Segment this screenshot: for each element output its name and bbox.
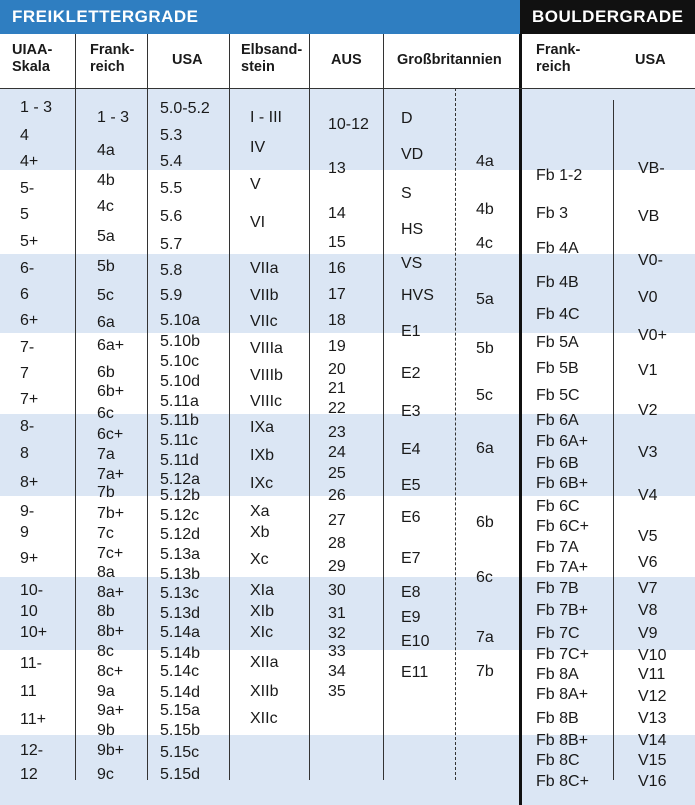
grade-cell-france: 6b+ [97,383,125,400]
grade-cell-france: 6c [97,405,114,422]
grade-cell-aus: 24 [328,444,346,461]
grade-cell-aus: 31 [328,605,346,622]
grade-cell-aus: 20 [328,361,346,378]
col-header-boulder-france: Frank- reich [536,42,581,75]
grade-cell-boulder-usa: V7 [638,580,658,597]
grade-cell-elbsandstein: VIIIa [250,340,283,357]
column-divider [147,34,148,780]
grade-cell-aus: 25 [328,465,346,482]
grade-cell-uiaa: 8- [20,418,35,435]
grade-cell-france: 7c [97,525,114,542]
boulder-column-divider [613,100,614,780]
grade-cell-france: 9a+ [97,702,125,719]
grade-cell-gb-adjectival: HS [401,221,424,238]
column-divider [309,34,310,780]
grade-cell-uiaa: 10+ [20,624,48,641]
grade-cell-elbsandstein: Xb [250,524,270,541]
grade-cell-aus: 19 [328,338,346,355]
grade-cell-elbsandstein: IV [250,139,266,156]
grade-cell-gb-adjectival: E4 [401,441,421,458]
grade-cell-gb-technical: 4a [476,153,494,170]
grade-cell-usa: 5.11b [160,412,199,429]
grade-cell-france: 1 - 3 [97,109,130,126]
grade-cell-boulder-usa: V15 [638,752,667,769]
grade-cell-boulder-france: Fb 5B [536,360,579,377]
grade-cell-aus: 27 [328,512,346,529]
grade-cell-gb-technical: 6b [476,514,494,531]
grade-cell-uiaa: 6 [20,286,29,303]
column-divider [75,34,76,780]
grade-cell-aus: 29 [328,558,346,575]
grade-cell-france: 4c [97,198,114,215]
grade-cell-usa: 5.13b [160,566,201,583]
grade-cell-france: 8b [97,603,115,620]
grade-cell-aus: 13 [328,160,346,177]
grade-cell-usa: 5.11d [160,452,199,469]
grade-cell-usa: 5.14c [160,663,200,680]
grade-cell-usa: 5.10a [160,312,201,329]
col-header-uiaa: UIAA- Skala [12,42,53,75]
grade-cell-uiaa: 5+ [20,233,39,250]
grade-cell-france: 6c+ [97,426,124,443]
col-header-elbsandstein: Elbsand- stein [241,42,303,75]
grade-cell-gb-adjectival: E5 [401,477,421,494]
grade-cell-gb-adjectival: VD [401,146,424,163]
grade-cell-elbsandstein: IXa [250,419,275,436]
grade-cell-usa: 5.10d [160,373,201,390]
grade-cell-usa: 5.12b [160,487,201,504]
grade-cell-gb-technical: 5a [476,291,494,308]
grade-cell-usa: 5.4 [160,153,183,170]
grade-cell-elbsandstein: XIIa [250,654,279,671]
grade-cell-france: 4a [97,142,115,159]
grade-cell-usa: 5.9 [160,287,183,304]
grade-cell-aus: 23 [328,424,346,441]
grade-cell-aus: 21 [328,380,346,397]
grade-cell-usa: 5.12d [160,526,201,543]
grade-cell-boulder-usa: V2 [638,402,658,419]
grade-cell-gb-technical: 4b [476,201,494,218]
grade-cell-usa: 5.14d [160,684,201,701]
grade-cell-elbsandstein: VIIc [250,313,278,330]
grade-cell-usa: 5.8 [160,262,183,279]
col-header-usa: USA [172,52,203,68]
grade-cell-aus: 15 [328,234,346,251]
grade-cell-uiaa: 11- [20,655,42,672]
grade-cell-usa: 5.3 [160,127,183,144]
grade-cell-gb-adjectival: S [401,185,412,202]
bouldering-header: BOULDERGRADE [520,0,695,34]
grade-cell-boulder-france: Fb 8C+ [536,773,589,790]
grade-cell-gb-technical: 6a [476,440,494,457]
grade-cell-france: 8a [97,564,115,581]
grade-cell-france: 5b [97,258,115,275]
grade-cell-france: 9b+ [97,742,125,759]
grade-cell-gb-adjectival: E3 [401,403,421,420]
grade-cell-france: 5a [97,228,115,245]
grade-cell-france: 5c [97,287,114,304]
grade-cell-uiaa: 5 [20,206,29,223]
grade-cell-boulder-france: Fb 6A+ [536,433,589,450]
column-divider [229,34,230,780]
grade-cell-uiaa: 9+ [20,550,39,567]
grade-cell-boulder-france: Fb 8B [536,710,579,727]
grade-cell-boulder-france: Fb 7C+ [536,646,589,663]
grade-cell-uiaa: 9 [20,524,29,541]
grade-cell-france: 9c [97,766,114,783]
header-underline [0,88,695,89]
grade-cell-elbsandstein: IXb [250,447,275,464]
grade-cell-boulder-usa: V3 [638,444,658,461]
grade-cell-usa: 5.12c [160,507,200,524]
grade-cell-boulder-usa: V11 [638,666,666,683]
grade-cell-uiaa: 12 [20,766,38,783]
grade-cell-gb-adjectival: E9 [401,609,421,626]
grade-cell-gb-technical: 7b [476,663,494,680]
grade-cell-boulder-usa: V8 [638,602,658,619]
section-divider [519,34,522,805]
grade-cell-boulder-france: Fb 6A [536,412,579,429]
grade-cell-usa: 5.6 [160,208,183,225]
grade-cell-gb-technical: 4c [476,235,493,252]
grade-cell-usa: 5.11c [160,432,198,449]
col-header-boulder-usa: USA [635,52,666,68]
grade-cell-usa: 5.12a [160,471,201,488]
col-header-france: Frank- reich [90,42,135,75]
grade-cell-france: 8c+ [97,663,124,680]
grade-cell-elbsandstein: XIc [250,624,274,641]
grade-cell-uiaa: 11 [20,683,37,700]
col-header-gb: Großbritannien [397,52,502,68]
grade-cell-usa: 5.14b [160,645,201,662]
grade-cell-boulder-france: Fb 4C [536,306,580,323]
grade-cell-uiaa: 7- [20,339,35,356]
grade-cell-boulder-usa: V0+ [638,327,667,344]
grade-cell-elbsandstein: VIIb [250,287,279,304]
grade-cell-aus: 28 [328,535,346,552]
grade-cell-france: 7a [97,446,115,463]
grade-cell-boulder-usa: V10 [638,647,667,664]
grade-cell-usa: 5.15c [160,744,200,761]
grade-cell-elbsandstein: V [250,176,261,193]
grade-cell-usa: 5.13d [160,605,201,622]
grade-cell-france: 8b+ [97,623,125,640]
grade-cell-elbsandstein: VIIIb [250,367,283,384]
grade-cell-boulder-france: Fb 4A [536,240,579,257]
grade-cell-gb-technical: 6c [476,569,493,586]
gb-subcolumn-divider [455,88,456,780]
grade-cell-boulder-france: Fb 6B [536,455,579,472]
grade-cell-boulder-france: Fb 4B [536,274,579,291]
grade-cell-boulder-france: Fb 8C [536,752,580,769]
grade-cell-usa: 5.15b [160,722,201,739]
grade-cell-boulder-france: Fb 6B+ [536,475,589,492]
grade-cell-uiaa: 12- [20,742,44,759]
grade-cell-uiaa: 8 [20,445,29,462]
grade-cell-elbsandstein: XIb [250,603,275,620]
grade-cell-france: 6a+ [97,337,125,354]
grade-cell-elbsandstein: VI [250,214,266,231]
grade-cell-france: 7b [97,484,115,501]
grade-cell-boulder-france: Fb 5A [536,334,579,351]
grade-cell-aus: 32 [328,625,346,642]
grade-cell-gb-adjectival: E7 [401,550,421,567]
grade-cell-boulder-usa: V16 [638,773,667,790]
grade-cell-aus: 22 [328,400,346,417]
grade-cell-gb-adjectival: E1 [401,323,421,340]
grade-cell-boulder-france: Fb 8A [536,666,579,683]
grade-cell-france: 7b+ [97,505,125,522]
grade-cell-gb-adjectival: E2 [401,365,421,382]
grade-cell-elbsandstein: VIIa [250,260,279,277]
grade-cell-uiaa: 11+ [20,711,46,728]
grade-cell-uiaa: 4+ [20,153,39,170]
column-divider [383,34,384,780]
grade-cell-boulder-usa: V13 [638,710,667,727]
grade-cell-elbsandstein: Xc [250,551,269,568]
grade-cell-gb-adjectival: VS [401,255,423,272]
grade-cell-boulder-usa: V1 [638,362,658,379]
grade-cell-uiaa: 9- [20,503,35,520]
grade-cell-boulder-usa: V12 [638,688,667,705]
grade-cell-uiaa: 5- [20,180,35,197]
grade-cell-usa: 5.13c [160,585,200,602]
grade-cell-boulder-france: Fb 1-2 [536,167,583,184]
grade-cell-uiaa: 6- [20,260,35,277]
grade-cell-boulder-usa: V6 [638,554,658,571]
grade-cell-usa: 5.0-5.2 [160,100,210,117]
grade-cell-france: 6a [97,314,115,331]
grade-cell-usa: 5.15a [160,702,201,719]
grade-cell-aus: 30 [328,582,346,599]
grade-cell-france: 9b [97,722,115,739]
grade-cell-boulder-france: Fb 6C+ [536,518,589,535]
grade-cell-aus: 34 [328,663,346,680]
grade-cell-elbsandstein: XIIb [250,683,279,700]
grade-cell-uiaa: 1 - 3 [20,99,53,116]
grade-cell-usa: 5.5 [160,180,183,197]
grade-cell-elbsandstein: Xa [250,503,270,520]
grade-cell-france: 6b [97,364,115,381]
grade-cell-france: 7a+ [97,466,125,483]
grade-cell-boulder-usa: VB [638,208,660,225]
grade-cell-france: 7c+ [97,545,124,562]
grade-cell-gb-adjectival: E10 [401,633,430,650]
grade-cell-elbsandstein: XIIc [250,710,278,727]
grade-cell-gb-technical: 5b [476,340,494,357]
grade-cell-boulder-france: Fb 7C [536,625,580,642]
grade-cell-boulder-france: Fb 7A [536,539,579,556]
grade-cell-usa: 5.10b [160,333,201,350]
grade-cell-gb-adjectival: E8 [401,584,421,601]
grade-cell-aus: 16 [328,260,346,277]
grade-cell-boulder-france: Fb 3 [536,205,569,222]
grade-cell-aus: 10-12 [328,116,369,133]
grade-cell-france: 8c [97,643,114,660]
grade-cell-usa: 5.14a [160,624,201,641]
grade-cell-usa: 5.15d [160,766,201,783]
grade-cell-uiaa: 10- [20,582,44,599]
grade-cell-uiaa: 10 [20,603,38,620]
grade-cell-boulder-france: Fb 7B [536,580,579,597]
grade-cell-uiaa: 4 [20,127,29,144]
grade-cell-uiaa: 7 [20,365,29,382]
grade-cell-boulder-usa: V4 [638,487,658,504]
grade-cell-gb-adjectival: D [401,110,413,127]
grade-cell-elbsandstein: VIIIc [250,393,283,410]
grade-cell-boulder-usa: V0- [638,252,663,269]
grade-cell-elbsandstein: XIa [250,582,275,599]
grade-cell-usa: 5.7 [160,236,183,253]
grade-cell-boulder-france: Fb 8A+ [536,686,589,703]
grade-cell-boulder-usa: V5 [638,528,658,545]
grade-cell-aus: 35 [328,683,346,700]
grade-cell-usa: 5.13a [160,546,201,563]
grade-cell-aus: 14 [328,205,346,222]
grade-cell-elbsandstein: IXc [250,475,274,492]
grade-cell-boulder-france: Fb 8B+ [536,732,589,749]
grade-cell-boulder-usa: VB- [638,160,665,177]
grade-cell-france: 9a [97,683,115,700]
grade-cell-gb-technical: 7a [476,629,494,646]
grade-cell-france: 4b [97,172,115,189]
grade-cell-boulder-usa: V9 [638,625,658,642]
grade-cell-aus: 18 [328,312,346,329]
grade-cell-boulder-usa: V14 [638,732,667,749]
grade-cell-gb-adjectival: HVS [401,287,434,304]
grade-cell-aus: 17 [328,286,346,303]
grade-cell-boulder-france: Fb 5C [536,387,580,404]
grade-cell-usa: 5.10c [160,353,200,370]
grade-cell-uiaa: 8+ [20,474,39,491]
grade-cell-usa: 5.11a [160,393,199,410]
grade-cell-boulder-france: Fb 7A+ [536,559,589,576]
grade-cell-aus: 26 [328,487,346,504]
grade-cell-uiaa: 6+ [20,312,39,329]
grade-cell-uiaa: 7+ [20,391,39,408]
grade-cell-france: 8a+ [97,584,125,601]
grade-cell-boulder-france: Fb 7B+ [536,602,589,619]
grade-cell-elbsandstein: I - III [250,109,282,126]
freeclimbing-header: FREIKLETTERGRADE [0,0,520,34]
grade-cell-boulder-usa: V0 [638,289,658,306]
grade-cell-boulder-france: Fb 6C [536,498,580,515]
grade-cell-gb-adjectival: E6 [401,509,421,526]
grade-cell-gb-technical: 5c [476,387,493,404]
grade-cell-gb-adjectival: E11 [401,664,429,681]
col-header-aus: AUS [331,52,362,68]
grade-cell-aus: 33 [328,643,346,660]
